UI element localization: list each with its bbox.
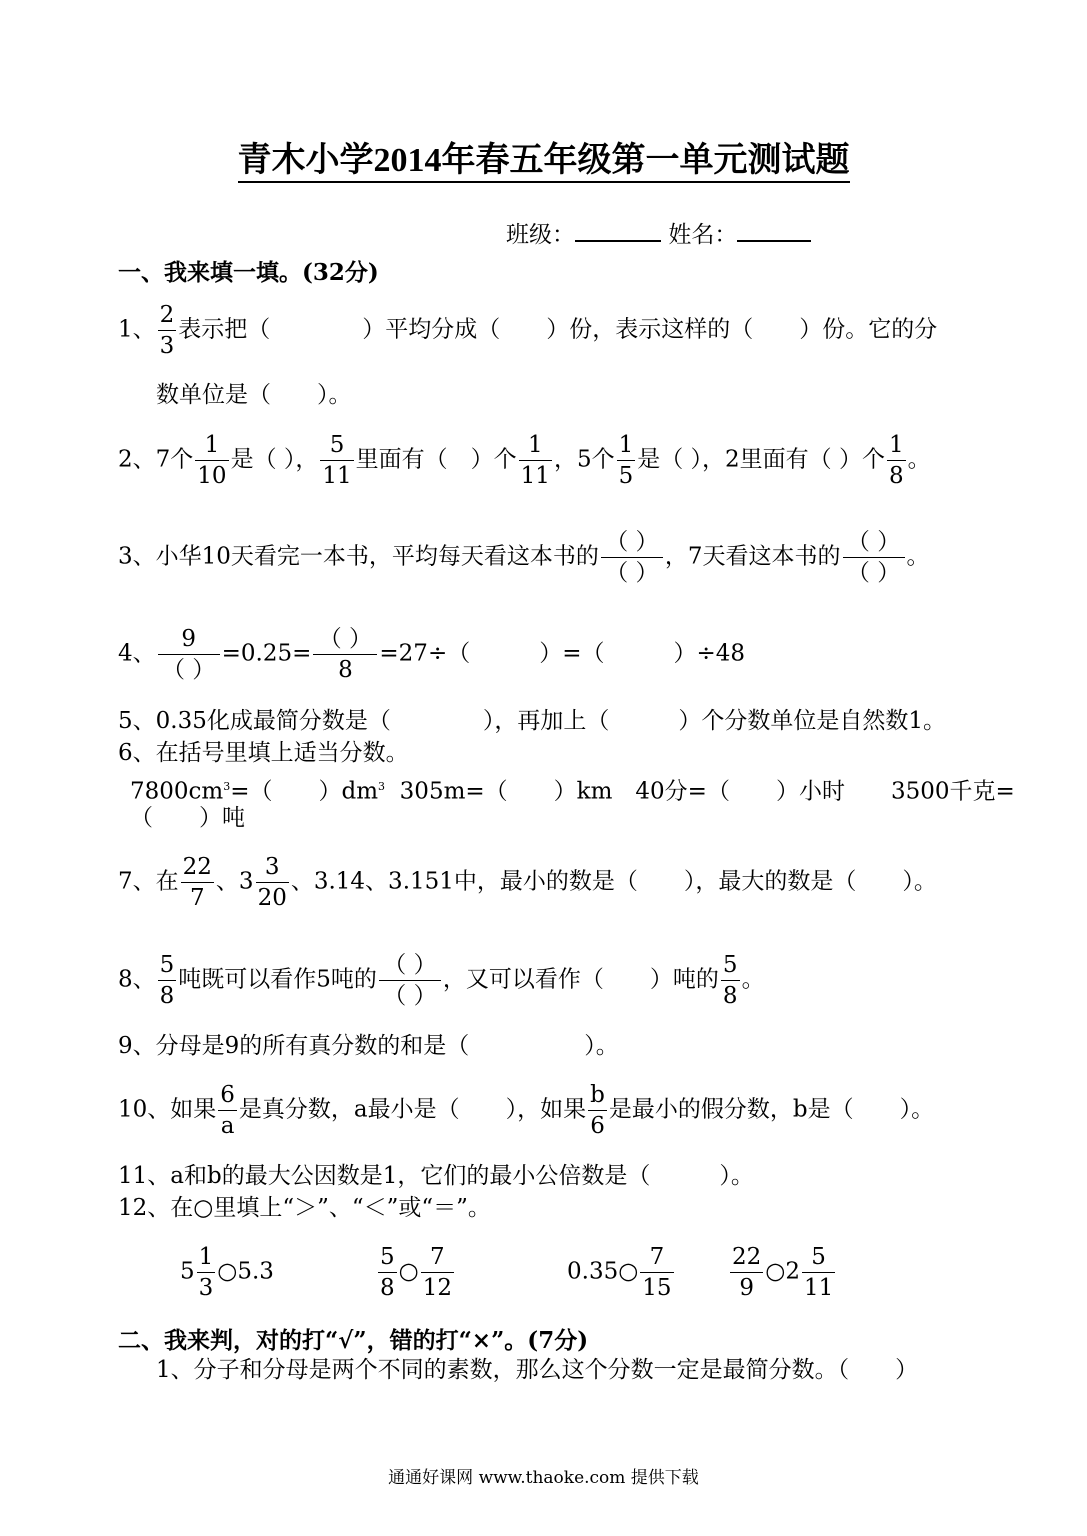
fraction: $\frac{5}{8}$ bbox=[380, 1244, 395, 1301]
question-6: 6、在括号里填上适当分数。 bbox=[118, 740, 409, 766]
compare-item-1: 5 $\frac{1}{3}$ ○5.3 bbox=[180, 1244, 274, 1301]
question-9: 9、分母是9的所有真分数的和是（ ）。 bbox=[118, 1033, 619, 1059]
section2-heading: 二、我来判，对的打“√”，错的打“×”。(7分) bbox=[118, 1327, 589, 1354]
blank-fraction[interactable]: $\frac{( )}{( )}$ bbox=[843, 527, 905, 588]
fraction: $\frac{1}{5}$ bbox=[618, 432, 634, 489]
fraction: $\frac{22}{7}$ bbox=[182, 854, 212, 911]
fraction: $\frac{9}{( )}$ bbox=[158, 624, 220, 685]
question-1: 1、 $\frac{2}{3}$ 表示把（ ）平均分成（ ）份，表示这样的（ ）份。它的分 bbox=[118, 302, 938, 359]
fraction: $\frac{5}{8}$ bbox=[159, 952, 175, 1009]
question-2: 2、7个 $\frac{1}{10}$ 是（ ）， $\frac{5}{11}$ 里面有（ ）个 $\frac{1}{11}$ ，5个 $\frac{1}{5}$ 是（ ），2里面有（ ）个 $\frac{1}{8}$ 。 bbox=[118, 432, 931, 489]
question-5: 5、0.35化成最简分数是（ ），再加上（ ）个分数单位是自然数1。 bbox=[118, 708, 946, 734]
fraction: $\frac{22}{9}$ bbox=[732, 1244, 762, 1301]
question-3: 3、小华10天看完一本书，平均每天看这本书的 $\frac{( )}{( )}$ ，7天看这本书的 $\frac{( )}{( )}$ 。 bbox=[118, 529, 930, 586]
question-10: 10、如果 $\frac{6}{a}$ 是真分数，a最小是（ ），如果 $\frac{b}{6}$ 是最小的假分数，b是（ ）。 bbox=[118, 1082, 935, 1139]
fraction: $\frac{1}{11}$ bbox=[520, 432, 550, 489]
section1-heading: 一、我来填一填。(32分) bbox=[118, 259, 379, 286]
fraction: $\frac{3}{20}$ bbox=[257, 854, 287, 911]
question-6-line2: （ ）吨 bbox=[130, 805, 245, 831]
name-blank[interactable] bbox=[737, 220, 811, 242]
blank-fraction[interactable]: $\frac{( )}{( )}$ bbox=[379, 950, 441, 1011]
question-4: 4、 $\frac{9}{( )}$ =0.25= $\frac{( )}{8}$ =27÷（ ）=（ ）÷48 bbox=[118, 626, 746, 683]
footer: 通通好课网 www.thaoke.com 提供下载 bbox=[388, 1468, 699, 1488]
fraction: $\frac{7}{12}$ bbox=[422, 1244, 452, 1301]
question-12: 12、在○里填上“＞”、“＜”或“＝”。 bbox=[118, 1195, 491, 1221]
fraction: $\frac{1}{10}$ bbox=[197, 432, 227, 489]
question-6-line1: $7800cm^3=$（ ）$dm^3$ 305m=（ ）km 40分=（ ）小时 3500千克= bbox=[130, 778, 1015, 805]
fraction: $\frac{( )}{8}$ bbox=[313, 624, 377, 685]
compare-item-4: $\frac{22}{9}$ ○2 $\frac{5}{11}$ bbox=[732, 1244, 834, 1301]
blank-fraction[interactable]: $\frac{( )}{( )}$ bbox=[601, 527, 663, 588]
class-label: 班级： bbox=[506, 222, 575, 248]
question-7: 7、在 $\frac{22}{7}$ 、3 $\frac{3}{20}$ 、3.14、3.151中，最小的数是（ ），最大的数是（ ）。 bbox=[118, 854, 937, 911]
fraction: $\frac{5}{11}$ bbox=[322, 432, 352, 489]
fraction: $\frac{7}{15}$ bbox=[642, 1244, 672, 1301]
question-11: 11、a和b的最大公因数是1，它们的最小公倍数是（ ）。 bbox=[118, 1163, 754, 1189]
fraction: $\frac{6}{a}$ bbox=[220, 1082, 235, 1139]
question-8: 8、 $\frac{5}{8}$ 吨既可以看作5吨的 $\frac{( )}{( )}$ ，又可以看作（ ）吨的 $\frac{5}{8}$ 。 bbox=[118, 952, 765, 1009]
page-title: 青木小学2014年春五年级第一单元测试题 bbox=[0, 132, 1087, 181]
student-info bbox=[506, 220, 811, 249]
fraction: $\frac{1}{3}$ bbox=[198, 1244, 214, 1301]
fraction: $\frac{5}{11}$ bbox=[803, 1244, 834, 1301]
fraction: $\frac{b}{6}$ bbox=[590, 1082, 605, 1139]
question-1-cont: 数单位是（ ）。 bbox=[156, 382, 352, 408]
compare-item-3: 0.35○ $\frac{7}{15}$ bbox=[567, 1244, 672, 1301]
class-blank[interactable] bbox=[575, 220, 661, 242]
fraction: $\frac{1}{8}$ bbox=[888, 432, 904, 489]
section2-question-1: 1、分子和分母是两个不同的素数，那么这个分数一定是最简分数。（ ） bbox=[156, 1357, 919, 1383]
fraction: $\frac{5}{8}$ bbox=[722, 952, 738, 1009]
compare-item-2: $\frac{5}{8}$ ○ $\frac{7}{12}$ bbox=[380, 1244, 452, 1301]
fraction: $\frac{2}{3}$ bbox=[159, 302, 175, 359]
name-label: 姓名： bbox=[668, 222, 738, 248]
